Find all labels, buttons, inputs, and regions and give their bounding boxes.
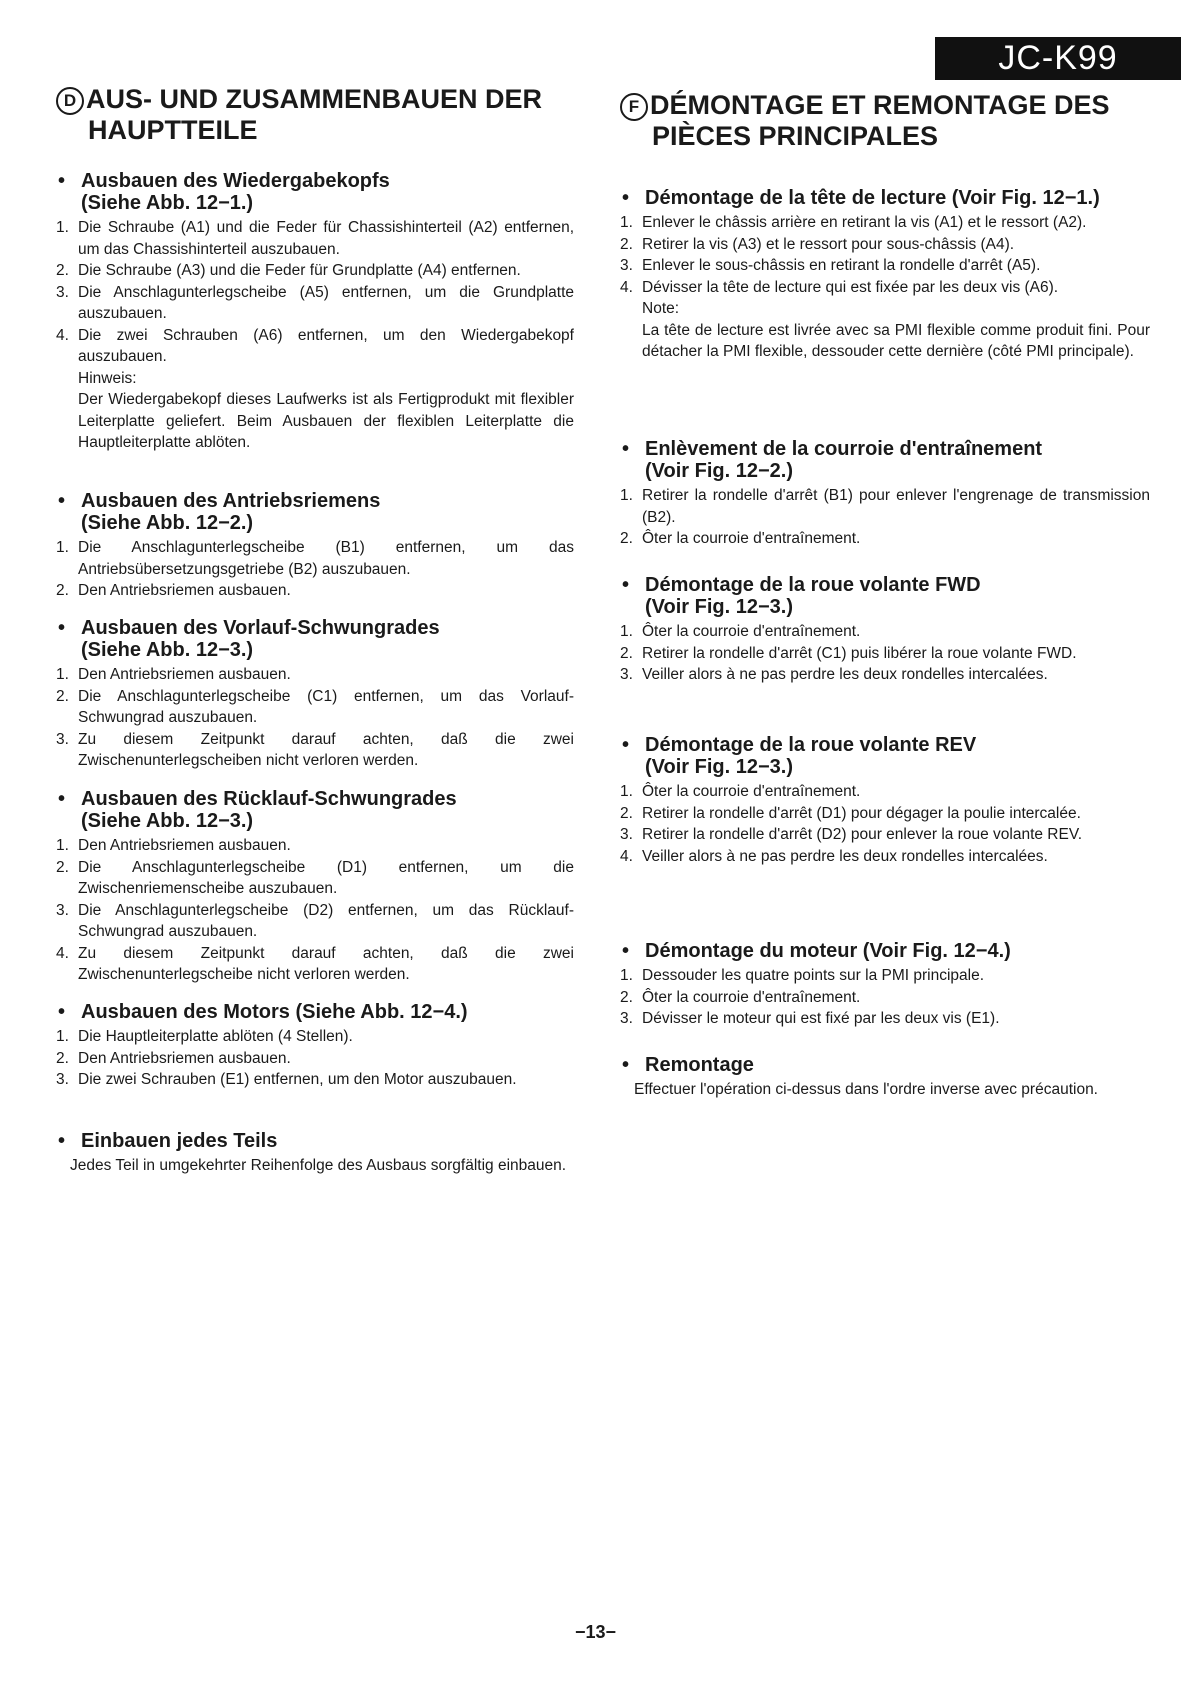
french-main-title: F DÉMONTAGE ET REMONTAGE DES PIÈCES PRINCIPALES <box>620 90 1160 152</box>
section-heading: • Démontage du moteur (Voir Fig. 12−4.) <box>622 940 1011 962</box>
list-item: 4. Die zwei Schrauben (A6) entfernen, um den Wiedergabekopf auszubauen. Hinweis: Der Wiedergabekopf dieses Laufwerks ist als Fertigprodukt mit flexibler Leiterplatte geliefert. Beim Ausbauen der flexiblen Leiterplatte die Hauptleiterplatte ablöten. <box>56 325 574 454</box>
german-section-reverse-flywheel <box>56 788 574 986</box>
section-heading: • Ausbauen des Rücklauf-Schwungrades (Siehe Abb. 12−3.) <box>58 788 457 832</box>
page-number: −13− <box>574 1622 617 1642</box>
section-heading: • Ausbauen des Antriebsriemens (Siehe Abb. 12−2.) <box>58 490 381 534</box>
german-section-reassembly <box>56 1130 574 1177</box>
paragraph: Jedes Teil in umgekehrter Reihenfolge des Ausbaus sorgfältig einbauen. <box>70 1157 567 1174</box>
step-list <box>620 965 1150 1030</box>
list-item: 1. Ôter la courroie d'entraînement. <box>620 783 861 800</box>
section-heading: • Enlèvement de la courroie d'entraînement (Voir Fig. 12−2.) <box>622 438 1043 482</box>
list-item: 1. Die Anschlagunterlegscheibe (B1) entfernen, um das Antriebsübersetzungsgetriebe (B2) auszubauen. <box>56 539 574 578</box>
french-section-reassembly <box>620 1054 1150 1101</box>
list-item: 3. Die zwei Schrauben (E1) entfernen, um den Motor auszubauen. <box>56 1071 517 1088</box>
circled-d-icon: D <box>56 87 84 115</box>
note-text: La tête de lecture est livrée avec sa PMI flexible comme produit fini. Pour détacher la PMI flexible, dessouder cette dernière (côté PMI principale). <box>642 321 1150 360</box>
list-item: 2. Die Anschlagunterlegscheibe (C1) entfernen, um das Vorlauf-Schwungrad auszubauen. <box>56 687 574 726</box>
list-item: 3. Enlever le sous-châssis en retirant la rondelle d'arrêt (A5). <box>620 257 1041 274</box>
list-item: 1. Retirer la rondelle d'arrêt (B1) pour enlever l'engrenage de transmission (B2). <box>620 487 1150 526</box>
french-section-playback-head <box>620 187 1150 363</box>
list-item: 4. Zu diesem Zeitpunkt darauf achten, daß die zwei Zwischenunterlegscheibe nicht verloren werden. <box>56 944 574 983</box>
german-section-drive-belt <box>56 490 574 602</box>
paragraph: Effectuer l'opération ci-dessus dans l'ordre inverse avec précaution. <box>634 1081 1098 1098</box>
section-heading: • Einbauen jedes Teils <box>58 1130 278 1152</box>
french-section-drive-belt <box>620 438 1150 550</box>
note-text: Der Wiedergabekopf dieses Laufwerks ist als Fertigprodukt mit flexibler Leiterplatte geliefert. Beim Ausbauen der flexiblen Leiterplatte die Hauptleiterplatte ablöten. <box>78 391 574 451</box>
list-item: 3. Dévisser le moteur qui est fixé par les deux vis (E1). <box>620 1010 1000 1027</box>
section-heading: • Ausbauen des Vorlauf-Schwungrades (Siehe Abb. 12−3.) <box>58 617 440 661</box>
list-item: 2. Retirer la vis (A3) et le ressort pour sous-châssis (A4). <box>620 235 1015 253</box>
list-item: 1. Die Schraube (A1) und die Feder für Chassishinterteil (A2) entfernen, um das Chassishinterteil auszubauen. <box>56 219 574 258</box>
list-item: 1. Die Hauptleiterplatte ablöten (4 Stellen). <box>56 1028 353 1045</box>
section-heading: • Démontage de la roue volante FWD (Voir Fig. 12−3.) <box>622 574 981 618</box>
list-item: 2. Den Antriebsriemen ausbauen. <box>56 582 291 599</box>
note-label: Note: <box>642 300 680 317</box>
step-list <box>620 212 1150 363</box>
list-item: 3. Zu diesem Zeitpunkt darauf achten, daß die zwei Zwischenunterlegscheiben nicht verloren werden. <box>56 730 574 769</box>
list-item: 3. Die Anschlagunterlegscheibe (D2) entfernen, um das Rücklauf-Schwungrad auszubauen. <box>56 901 574 940</box>
list-item: 2. Die Anschlagunterlegscheibe (D1) entfernen, um die Zwischenriemenscheibe auszubauen. <box>56 858 574 897</box>
list-item: 1. Enlever le châssis arrière en retirant la vis (A1) et le ressort (A2). <box>620 214 1087 231</box>
list-item: 1. Den Antriebsriemen ausbauen. <box>56 837 291 854</box>
step-list <box>56 664 574 772</box>
section-heading: • Démontage de la roue volante REV (Voir Fig. 12−3.) <box>622 734 977 778</box>
section-heading: • Remontage <box>622 1054 754 1076</box>
step-list <box>56 217 574 454</box>
section-heading: • Démontage de la tête de lecture (Voir Fig. 12−1.) <box>622 187 1100 209</box>
list-item: 2. Retirer la rondelle d'arrêt (D1) pour dégager la poulie intercalée. <box>620 804 1081 822</box>
french-section-rev-flywheel <box>620 734 1150 867</box>
list-item: 2. Ôter la courroie d'entraînement. <box>620 988 861 1006</box>
list-item: 1. Dessouder les quatre points sur la PMI principale. <box>620 967 985 984</box>
german-section-playback-head <box>56 170 574 454</box>
list-item: 4. Dévisser la tête de lecture qui est fixée par les deux vis (A6). Note: La tête de lecture est livrée avec sa PMI flexible comme produit fini. Pour détacher la PMI flexible, dessouder cette dernière (côté PMI principale). <box>620 277 1150 363</box>
french-section-motor <box>620 940 1150 1030</box>
german-section-motor <box>56 1001 574 1091</box>
list-item: 3. Die Anschlagunterlegscheibe (A5) entfernen, um die Grundplatte auszubauen. <box>56 283 574 322</box>
list-item: 4. Veiller alors à ne pas perdre les deux rondelles intercalées. <box>620 847 1048 865</box>
section-heading: • Ausbauen des Wiedergabekopfs (Siehe Abb. 12−1.) <box>58 170 390 214</box>
list-item: 3. Veiller alors à ne pas perdre les deux rondelles intercalées. <box>620 666 1048 683</box>
list-item: 2. Retirer la rondelle d'arrêt (C1) puis libérer la roue volante FWD. <box>620 644 1077 662</box>
list-item: 3. Retirer la rondelle d'arrêt (D2) pour enlever la roue volante REV. <box>620 826 1083 843</box>
list-item: 1. Ôter la courroie d'entraînement. <box>620 623 861 640</box>
list-item: 2. Ôter la courroie d'entraînement. <box>620 530 861 547</box>
circled-f-icon: F <box>620 93 648 121</box>
step-list <box>56 1026 574 1091</box>
list-item: 2. Den Antriebsriemen ausbauen. <box>56 1049 291 1067</box>
section-heading: • Ausbauen des Motors (Siehe Abb. 12−4.) <box>58 1001 468 1023</box>
step-list <box>620 485 1150 550</box>
german-main-title: D AUS- UND ZUSAMMENBAUEN DER HAUPTTEILE <box>56 84 576 146</box>
step-list <box>56 835 574 986</box>
note-label: Hinweis: <box>78 369 137 387</box>
step-list <box>620 781 1150 867</box>
list-item: 2. Die Schraube (A3) und die Feder für Grundplatte (A4) entfernen. <box>56 262 521 279</box>
model-badge: JC-K99 <box>935 37 1181 80</box>
step-list <box>620 621 1150 686</box>
list-item: 1. Den Antriebsriemen ausbauen. <box>56 666 291 683</box>
french-section-fwd-flywheel <box>620 574 1150 686</box>
step-list <box>56 537 574 602</box>
german-section-forward-flywheel <box>56 617 574 772</box>
